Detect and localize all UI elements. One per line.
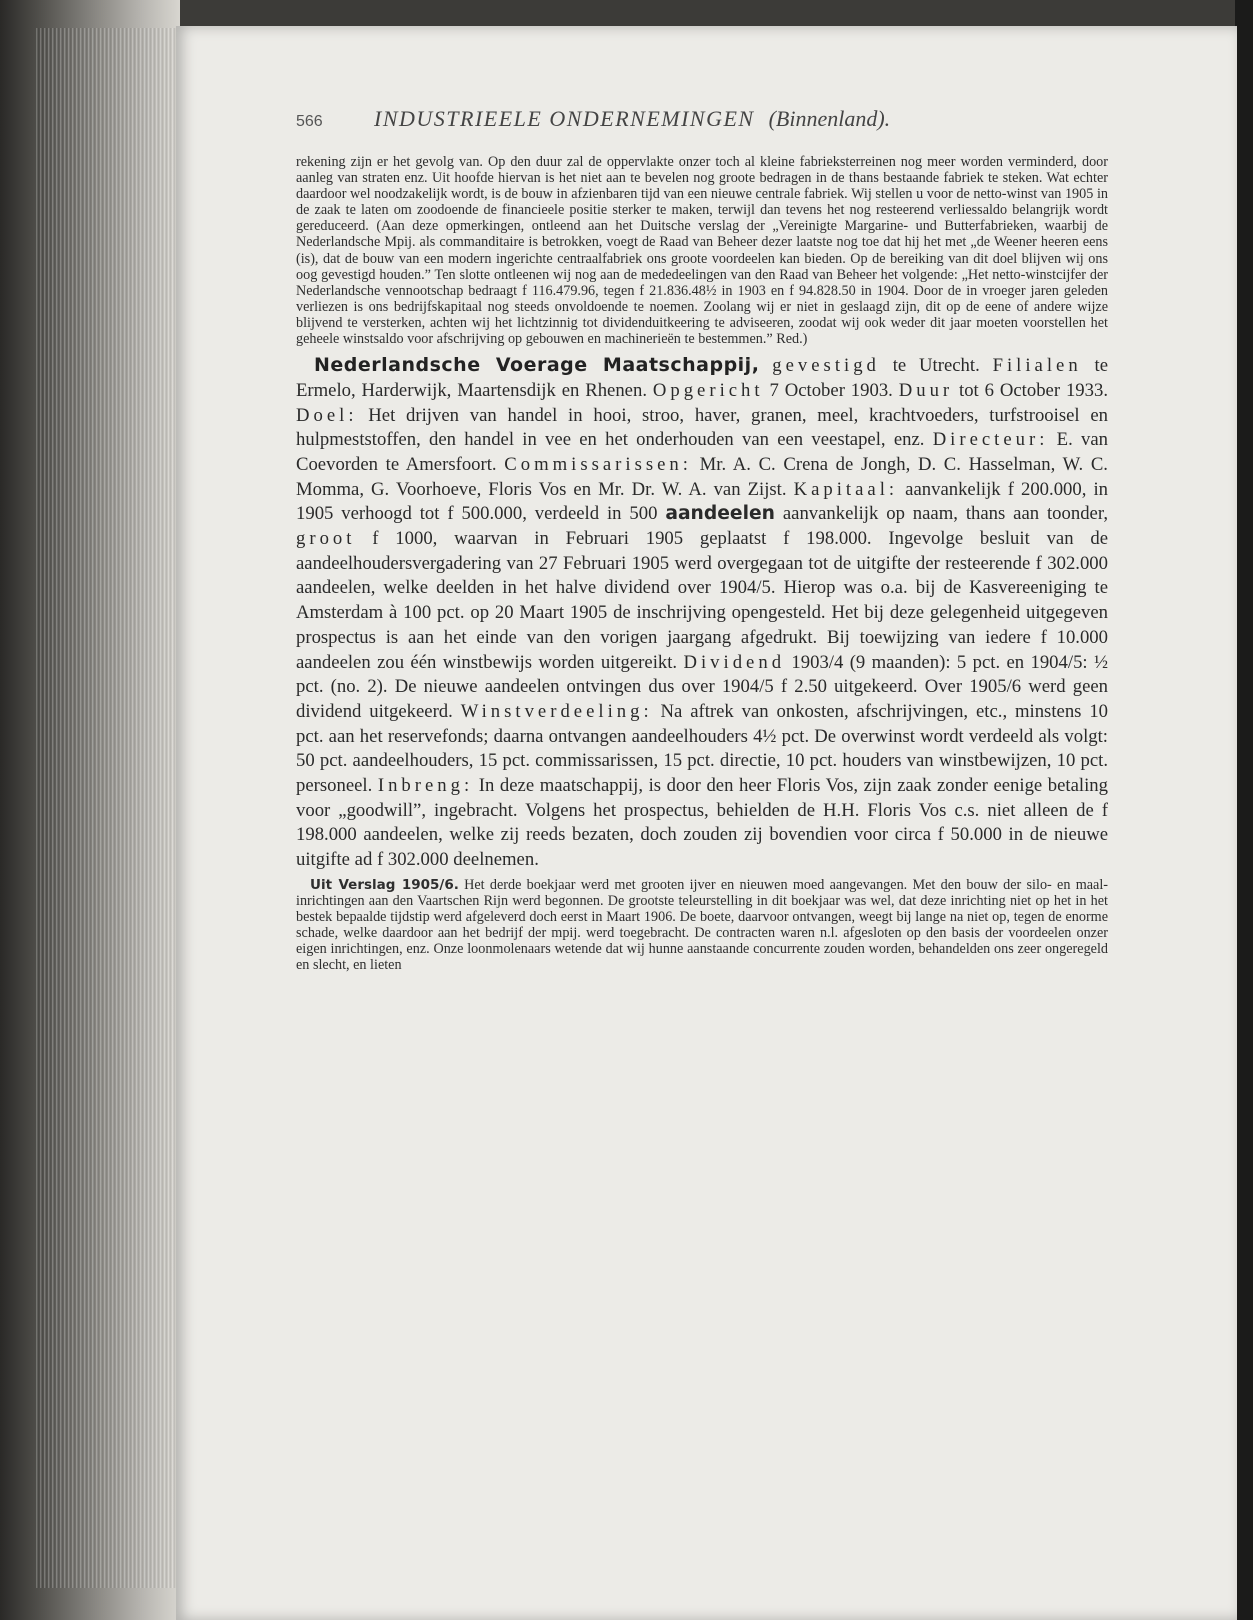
verslag-label: Uit Verslag 1905/6. [310,876,459,893]
label-aandeelen: aandeelen [665,503,775,525]
label-directeur: Directeur: [932,429,1049,451]
company-entry [296,353,1108,873]
label-duur: Duur [898,379,954,401]
label-doel: Doel: [296,404,358,426]
label-inbreng: Inbreng: [377,775,474,797]
running-header [296,106,1108,132]
verslag-text: Het derde boekjaar werd met grooten ijver en nieuwen moed aangevangen. Met den bouw der silo- en maal-inrichtingen aan den Vaartschen Rijn werd begonnen. De grootste teleurstelling in dit boekjaar was wel, dat deze inrichting niet op het in het bestek bepaalde tijdstip werd afgeleverd doch eerst in Maart 1906. De boete, daarvoor ontvangen, weegt bij lange na niet op, tegen de enorme schade, welke daardoor aan het bedrijf der mpij. werd toegebracht. De contracten waren n.l. afgesloten op den basis der voordeelen onzer eigen inrichtingen, enz. Onze loonmolenaars wetende dat wij hunne aanstaande concurrente zouden worden, behandelden ons zeer ongeregeld en slecht, en lieten [296,876,1108,974]
entry-text: f 1000, waarvan in Februari 1905 geplaatst f 198.000. Ingevolge besluit van de aandeelhoudersvergadering van 27 Februari 1905 werd overgegaan tot de uitgifte der resteerende f 302.000 aandeelen, welke deelden in het halve dividend over 1904/5. Hierop was o.a. bij de Kasvereeniging te Amsterdam à 100 pct. op 20 Maart 1905 de inschrijving opengesteld. Het bij deze gelegenheid uitgegeven prospectus is aan het einde van den vorigen jaargang afgedrukt. Bij toewijzing van iedere f 10.000 aandeelen zou één winstbewijs worden uitgereikt. [296,528,1108,673]
entry-text: Mr. A. C. Crena de Jongh, D. C. Hasselman, W. C. Momma, G. Voorhoeve, Floris Vos en Mr. Dr. W. A. van Zijst. [296,453,1108,500]
label-dividend: Dividend [683,651,786,673]
entry-text: Na aftrek van onkosten, afschrijvingen, etc., minstens 10 pct. aan het reservefonds; daarna ontvangen aandeelhouders 4½ pct. De overwinst wordt verdeeld als volgt: 50 pct. aandeelhouders, 15 pct. commissarissen, 15 pct. directie, 10 pct. houders van winstbewijzen, 10 pct. personeel. [296,700,1109,797]
right-scan-border [1235,0,1253,1620]
book-page-edges [0,0,180,1620]
entry-text: Het drijven van handel in hooi, stroo, haver, granen, meel, krachtvoeders, turfstrooisel en hulpmeststoffen, den handel in vee en het onderhouden van een veestapel, enz. [296,404,1108,451]
verslag-paragraph [296,877,1108,974]
page-number: 566 [296,113,323,130]
company-name: Nederlandsche Voerage Maatschappij, [314,354,760,377]
entry-text: aanvankelijk op naam, thans aan toonder, [774,503,1108,525]
continued-report-paragraph: rekening zijn er het gevolg van. Op den duur zal de oppervlakte onzer toch al kleine fabrieksterreinen nog meer worden verminderd, door aanleg van straten enz. Uit hoofde hiervan is het niet aan te bevelen nog groote bedragen in de thans bestaande fabriek te steken. Wat echter daardoor wel noodzakelijk wordt, is de bouw in afzienbaren tijd van een nieuwe centrale fabriek. Wij stellen u voor de netto-winst van 1905 in de zaak te laten om zoodoende de financieele positie sterker te maken, terwijl dan tevens het nog resteerend verliessaldo belangrijk wordt gereduceerd. (Aan deze opmerkingen, ontleend aan het Duitsche verslag der „Vereinigte Margarine- und Butterfabrieken, waarbij de Nederlandsche Mpij. als commanditaire is betrokken, voegt de Raad van Beheer dezer laatste nog toe dat hij het met „de Weener heeren eens (is), dat de bouw van een modern ingerichte centraalfabriek ons groote voordeelen kan bieden. Op de bereiking van dit doel blijven wij ons oog gevestigd houden.” Ten slotte ontleenen wij nog aan de mededeelingen van den Raad van Beheer het volgende: „Het netto-winstcijfer der Nederlandsche vennootschap bedraagt f 116.479.96, tegen f 21.836.48½ in 1903 en f 94.828.50 in 1904. Door de in vroeger jaren geleden verliezen is ons bedrijfskapitaal nog steeds onvoldoende te noemen. Zoolang wij er niet in geslaagd zijn, dit op de eene of andere wijze blijvend te versterken, achten wij het lichtzinnig tot dividenduitkeering te adviseeren, zoodat wij ook weder dit jaar moeten voorstellen het geheele winstsaldo voor afschrijving op gebouwen en machinerieën te bestemmen.” Red.) [296,154,1108,348]
label-groot: groot [296,528,356,550]
page-content [296,106,1108,973]
entry-text: tot 6 October 1933. [953,379,1108,401]
label-kapitaal: Kapitaal: [793,478,899,500]
entry-text: 1903/4 (9 maanden): 5 pct. en 1904/5: ½ pct. (no. 2). De nieuwe aandeelen ontvingen dus over 1904/5 f 2.50 uitgekeerd. Over 1905/6 werd geen dividend uitgekeerd. [296,651,1108,722]
entry-text: 7 October 1903. [763,379,899,401]
header-subtitle: (Binnenland). [768,106,891,131]
entry-text: te Ermelo, Harderwijk, Maartensdijk en Rhenen. [296,355,1108,401]
label-winstverdeeling: Winstverdeeling: [460,700,653,722]
page-edge-lines [36,28,178,1588]
label-opgericht: Opgericht [652,379,764,401]
label-commissarissen: Commissarissen: [504,453,692,475]
book-page [176,26,1237,1620]
label-gevestigd: gevestigd [772,355,880,377]
entry-text: aanvankelijk f 200.000, in 1905 verhoogd tot f 500.000, verdeeld in 500 [296,478,1108,525]
header-title: INDUSTRIEELE ONDERNEMINGEN [374,106,755,131]
label-filialen: Filialen [992,355,1082,377]
entry-text: In deze maatschappij, is door den heer Floris Vos, zijn zaak zonder eenige betaling voor „goodwill”, ingebracht. Volgens het prospectus, behielden de H.H. Floris Vos c.s. niet alleen de f 198.000 aandeelen, welke zij reeds bezaten, doch zouden zij bovendien voor circa f 50.000 in de nieuwe uitgifte ad f 302.000 deelnemen. [296,775,1108,871]
entry-text: E. van Coevorden te Amersfoort. [296,429,1108,475]
entry-text: te Utrecht. [879,355,993,377]
